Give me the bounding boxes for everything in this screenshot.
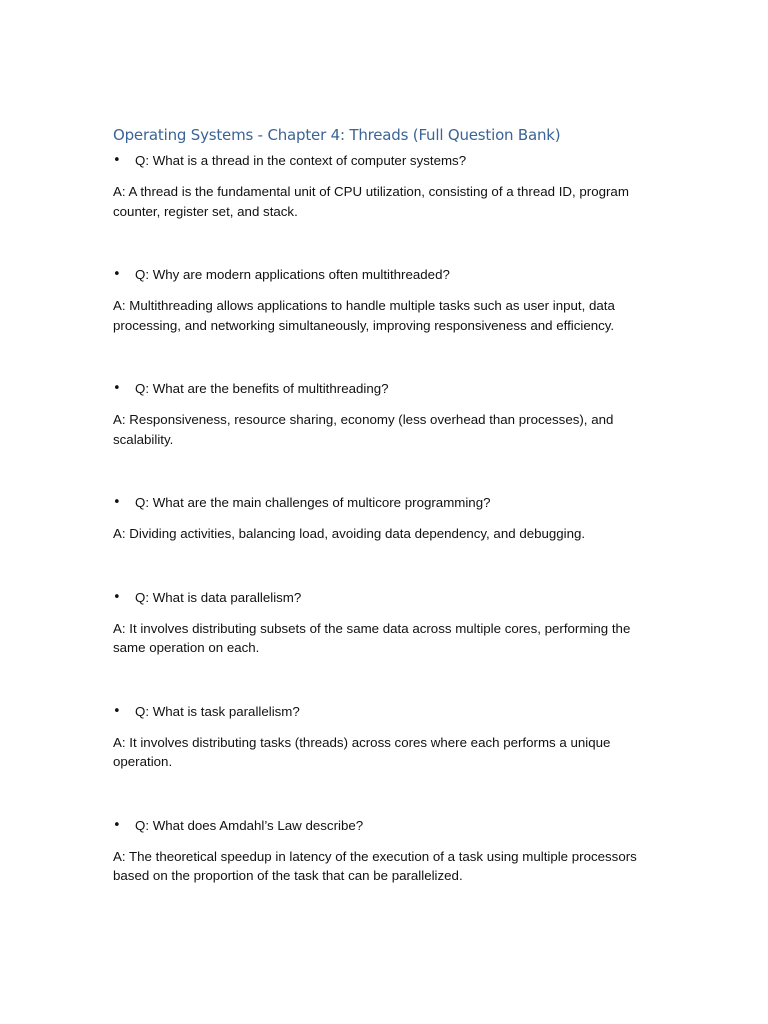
bullet-icon: • bbox=[113, 817, 121, 833]
bullet-icon: • bbox=[113, 703, 121, 719]
qa-item bbox=[113, 379, 658, 449]
bullet-icon: • bbox=[113, 381, 121, 396]
qa-item bbox=[113, 702, 658, 772]
qa-item bbox=[113, 816, 658, 886]
question-label: Q: What is data parallelism? bbox=[135, 589, 302, 605]
question-text bbox=[113, 816, 658, 835]
answer-text: A: Multithreading allows applications to handle multiple tasks such as user input, data processing, and networking simultaneously, improving responsiveness and efficiency. bbox=[113, 298, 615, 333]
question-text bbox=[113, 588, 658, 607]
document-body bbox=[113, 124, 658, 930]
question-label: Q: What are the main challenges of multicore programming? bbox=[135, 495, 491, 510]
question-label: Q: What is task parallelism? bbox=[135, 703, 300, 719]
bullet-icon: • bbox=[113, 153, 121, 168]
bullet-icon: • bbox=[113, 267, 121, 282]
answer-text: A: The theoretical speedup in latency of the execution of a task using multiple processors based on the proportion of the task that can be parallelized. bbox=[113, 848, 637, 883]
qa-item bbox=[113, 265, 658, 335]
question-text bbox=[113, 265, 658, 284]
question-label: Q: What does Amdahl’s Law describe? bbox=[135, 817, 364, 833]
question-text bbox=[113, 151, 658, 170]
qa-item bbox=[113, 588, 658, 658]
qa-item bbox=[113, 151, 658, 221]
question-label: Q: Why are modern applications often multithreaded? bbox=[135, 267, 450, 282]
question-text bbox=[113, 493, 658, 512]
bullet-icon: • bbox=[113, 589, 121, 605]
answer-text: A: It involves distributing tasks (threads) across cores where each performs a unique operation. bbox=[113, 734, 611, 769]
document-title: Operating Systems - Chapter 4: Threads (Full Question Bank) bbox=[113, 126, 561, 144]
answer-text: A: It involves distributing subsets of the same data across multiple cores, performing the same operation on each. bbox=[113, 620, 631, 655]
question-label: Q: What is a thread in the context of computer systems? bbox=[135, 153, 467, 168]
answer-text: A: A thread is the fundamental unit of CPU utilization, consisting of a thread ID, program counter, register set, and stack. bbox=[113, 184, 629, 219]
question-label: Q: What are the benefits of multithreading? bbox=[135, 381, 389, 396]
qa-item bbox=[113, 493, 658, 544]
bullet-icon: • bbox=[113, 495, 121, 510]
question-text bbox=[113, 702, 658, 721]
question-text bbox=[113, 379, 658, 398]
answer-text: A: Responsiveness, resource sharing, economy (less overhead than processes), and scalability. bbox=[113, 412, 614, 447]
answer-text: A: Dividing activities, balancing load, avoiding data dependency, and debugging. bbox=[113, 526, 586, 541]
